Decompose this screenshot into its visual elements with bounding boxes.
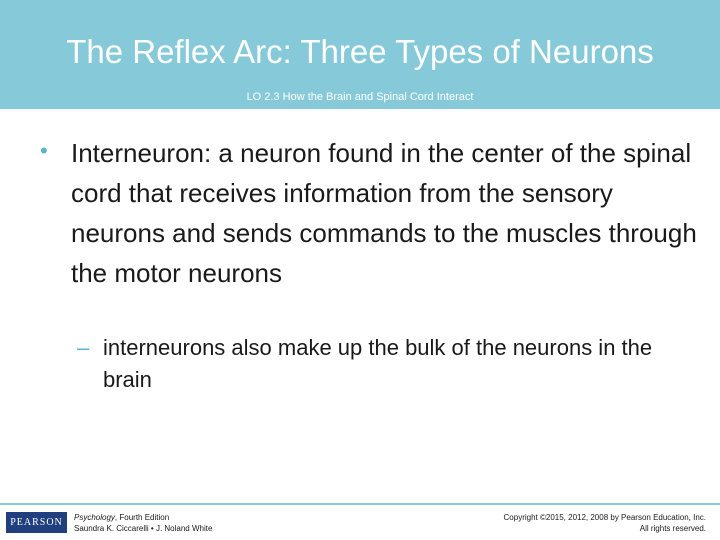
book-title-line — [74, 512, 212, 523]
footer-citation — [74, 512, 212, 534]
pearson-logo — [6, 512, 67, 533]
logo-text: PEARSON — [10, 517, 63, 528]
book-edition: , Fourth Edition — [114, 513, 170, 522]
rights-text: All rights reserved. — [639, 524, 706, 533]
main-bullet-text: Interneuron: a neuron found in the center of the spinal cord that receives information from the sensory neurons and sends commands to the muscles through the motor neurons — [71, 138, 697, 288]
footer-divider — [0, 503, 720, 505]
book-title: Psychology — [74, 513, 115, 522]
sub-bullet-text: interneurons also make up the bulk of the neurons in the brain — [103, 335, 653, 392]
footer-copyright — [504, 512, 706, 534]
book-authors: Saundra K. Ciccarelli • J. Noland White — [74, 524, 213, 533]
slide-title: The Reflex Arc: Three Types of Neurons — [66, 33, 654, 70]
copyright-text: Copyright ©2015, 2012, 2008 by Pearson Education, Inc. — [503, 513, 706, 522]
bullet-icon: • — [40, 138, 48, 163]
dash-icon: – — [77, 335, 90, 360]
slide-subtitle: LO 2.3 How the Brain and Spinal Cord Interact — [246, 91, 474, 103]
